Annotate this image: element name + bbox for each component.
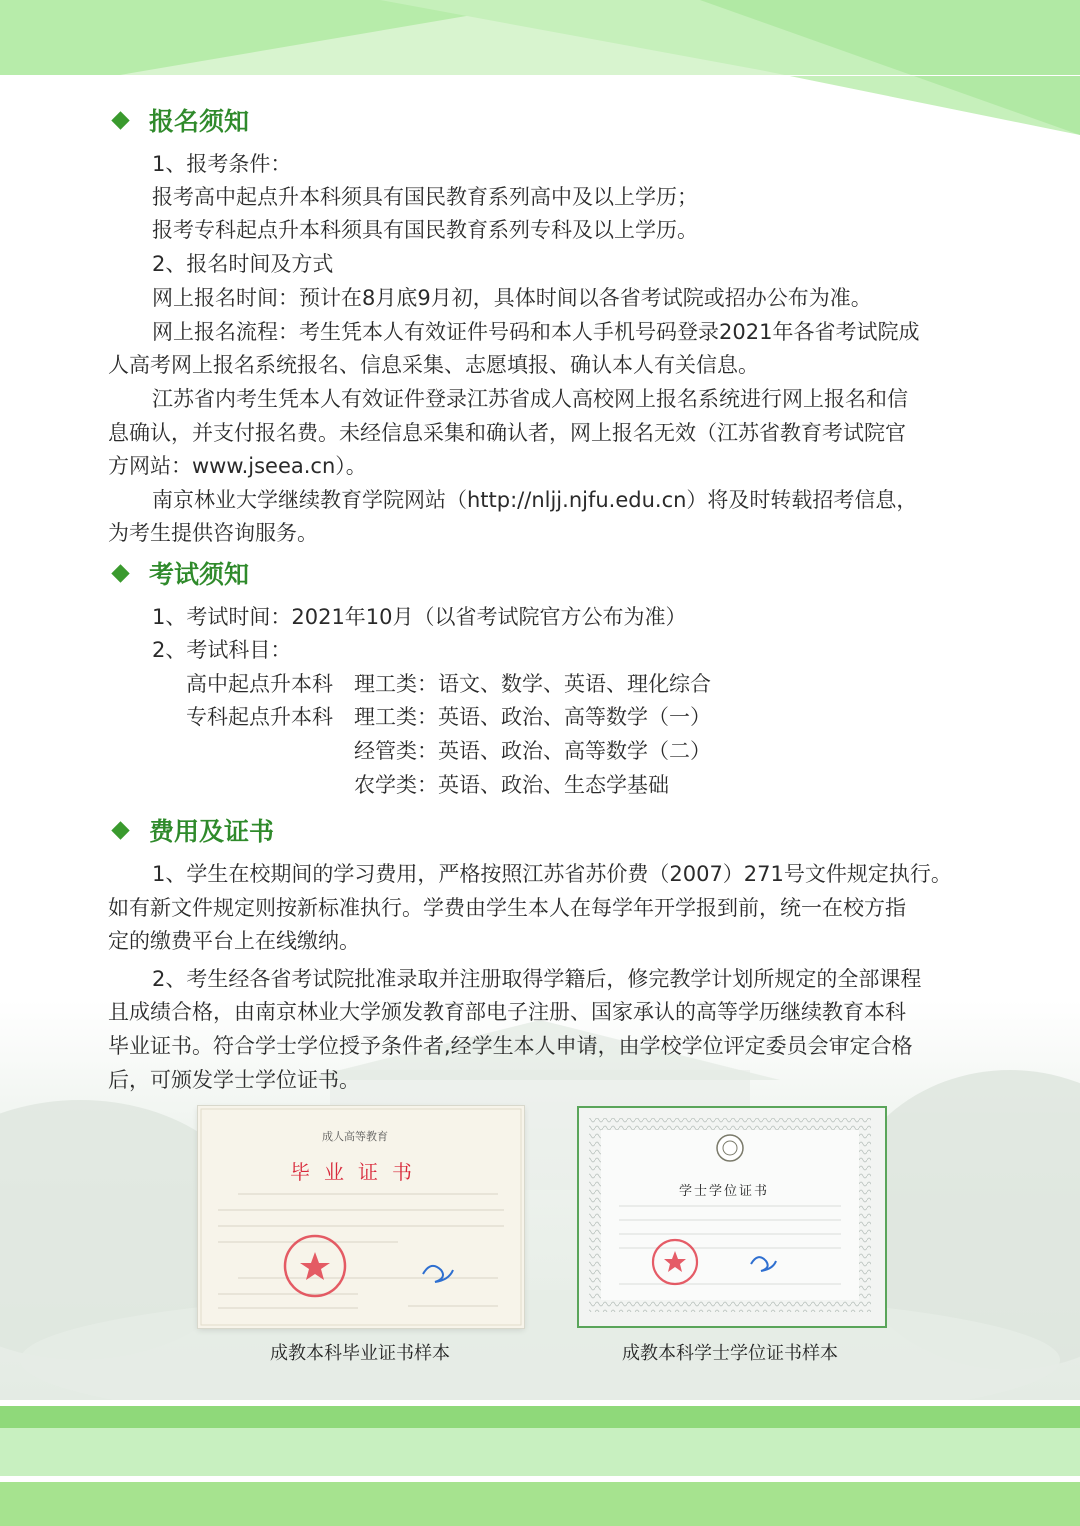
registration-line: 方网站：www.jseea.cn）。 [108,454,367,478]
section-title-registration: 报名须知 [110,100,249,140]
fees-line: 如有新文件规定则按新标准执行。学费由学生本人在每学年开学报到前，统一在校方指 [108,896,906,920]
exam-level: 高中起点升本科 [186,672,333,696]
registration-line: 网上报名时间：预计在8月底9月初，具体时间以各省考试院或招办公布为准。 [152,286,872,310]
certificate-body-graphic [579,1108,881,1322]
registration-line: 网上报名流程：考生凭本人有效证件号码和本人手机号码登录2021年各省考试院成 [152,320,920,344]
diamond-bullet-icon [111,564,129,582]
registration-line: 为考生提供咨询服务。 [108,521,318,545]
section-title-exam: 考试须知 [110,553,249,593]
diamond-bullet-icon [111,111,129,129]
registration-line: 1、报考条件： [152,152,292,176]
fees-line: 且成绩合格，由南京林业大学颁发教育部电子注册、国家承认的高等学历继续教育本科 [108,1000,906,1024]
fees-line: 2、考生经各省考试院批准录取并注册取得学籍后，修完教学计划所规定的全部课程 [152,967,922,991]
fees-line: 定的缴费平台上在线缴纳。 [108,929,360,953]
certificate-title: 学士学位证书 [679,1184,770,1199]
exam-level: 专科起点升本科 [186,705,333,729]
fees-line: 毕业证书。符合学士学位授予条件者,经学生本人申请，由学校学位评定委员会审定合格 [108,1034,913,1058]
registration-line: 报考高中起点升本科须具有国民教育系列高中及以上学历； [152,185,698,209]
diamond-bullet-icon [111,821,129,839]
registration-line: 报考专科起点升本科须具有国民教育系列专科及以上学历。 [152,218,698,242]
registration-line: 2、报名时间及方式 [152,252,334,276]
fees-line: 1、学生在校期间的学习费用，严格按照江苏省苏价费（2007）271号文件规定执行。 [152,862,952,886]
certificate-top-text: 成人高等教育 [322,1130,388,1143]
exam-subjects: 理工类：语文、数学、英语、理化综合 [354,672,711,696]
degree-certificate-sample [577,1106,887,1328]
exam-subjects-heading: 2、考试科目： [152,638,292,662]
degree-certificate-caption: 成教本科学士学位证书样本 [622,1343,838,1364]
registration-line: 息确认，并支付报名费。未经信息采集和确认者，网上报名无效（江苏省教育考试院官 [108,421,906,445]
registration-line: 江苏省内考生凭本人有效证件登录江苏省成人高校网上报名系统进行网上报名和信 [152,387,908,411]
exam-time: 1、考试时间：2021年10月（以省考试院官方公布为准） [152,605,687,629]
fees-line: 后，可颁发学士学位证书。 [108,1068,360,1092]
registration-line: 南京林业大学继续教育学院网站（http://nljj.njfu.edu.cn）将及时转载招考信息， [152,488,918,512]
exam-subjects: 农学类：英语、政治、生态学基础 [354,773,669,797]
registration-line: 人高考网上报名系统报名、信息采集、志愿填报、确认本人有关信息。 [108,353,759,377]
section-title-fees: 费用及证书 [110,810,274,850]
bottom-decorative-band [0,1400,1080,1526]
exam-subjects: 经管类：英语、政治、高等数学（二） [354,739,711,763]
exam-subjects: 理工类：英语、政治、高等数学（一） [354,705,711,729]
graduation-certificate-sample [198,1106,524,1328]
certificate-title: 毕业证书 [290,1160,426,1184]
graduation-certificate-caption: 成教本科毕业证书样本 [270,1343,450,1364]
